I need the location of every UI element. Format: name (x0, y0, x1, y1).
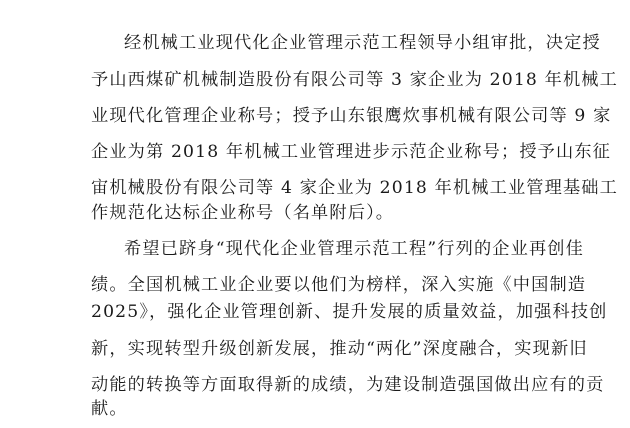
paragraph-2-line-5: 动能的转换等方面取得新的成绩，为建设制造强国做出应有的贡 (91, 375, 605, 395)
paragraph-2-line-1: 希望已跻身“现代化企业管理示范工程”行列的企业再创佳 (124, 239, 584, 259)
paragraph-1-line-6: 作规范化达标企业称号（名单附后）。 (91, 203, 395, 223)
paragraph-1-line-5: 宙机械股份有限公司等 4 家企业为 2018 年机械工业管理基础工 (91, 178, 618, 198)
paragraph-2-line-4: 新，实现转型升级创新发展，推动“两化”深度融合，实现新旧 (91, 339, 588, 359)
paragraph-1-line-1: 经机械工业现代化企业管理示范工程领导小组审批，决定授 (124, 33, 601, 53)
paragraph-1-line-3: 业现代化管理企业称号；授予山东银鹰炊事机械有限公司等 9 家 (91, 106, 612, 126)
paragraph-2-line-6: 献。 (91, 399, 128, 419)
paragraph-1-line-4: 企业为第 2018 年机械工业管理进步示范企业称号；授予山东征 (91, 142, 612, 162)
paragraph-2-line-3: 2025》，强化企业管理创新、提升发展的质量效益，加强科技创 (91, 302, 608, 322)
paragraph-1-line-2: 予山西煤矿机械制造股份有限公司等 3 家企业为 2018 年机械工 (91, 70, 618, 90)
paragraph-2-line-2: 绩。全国机械工业企业要以他们为榜样，深入实施《中国制造 (91, 275, 587, 295)
